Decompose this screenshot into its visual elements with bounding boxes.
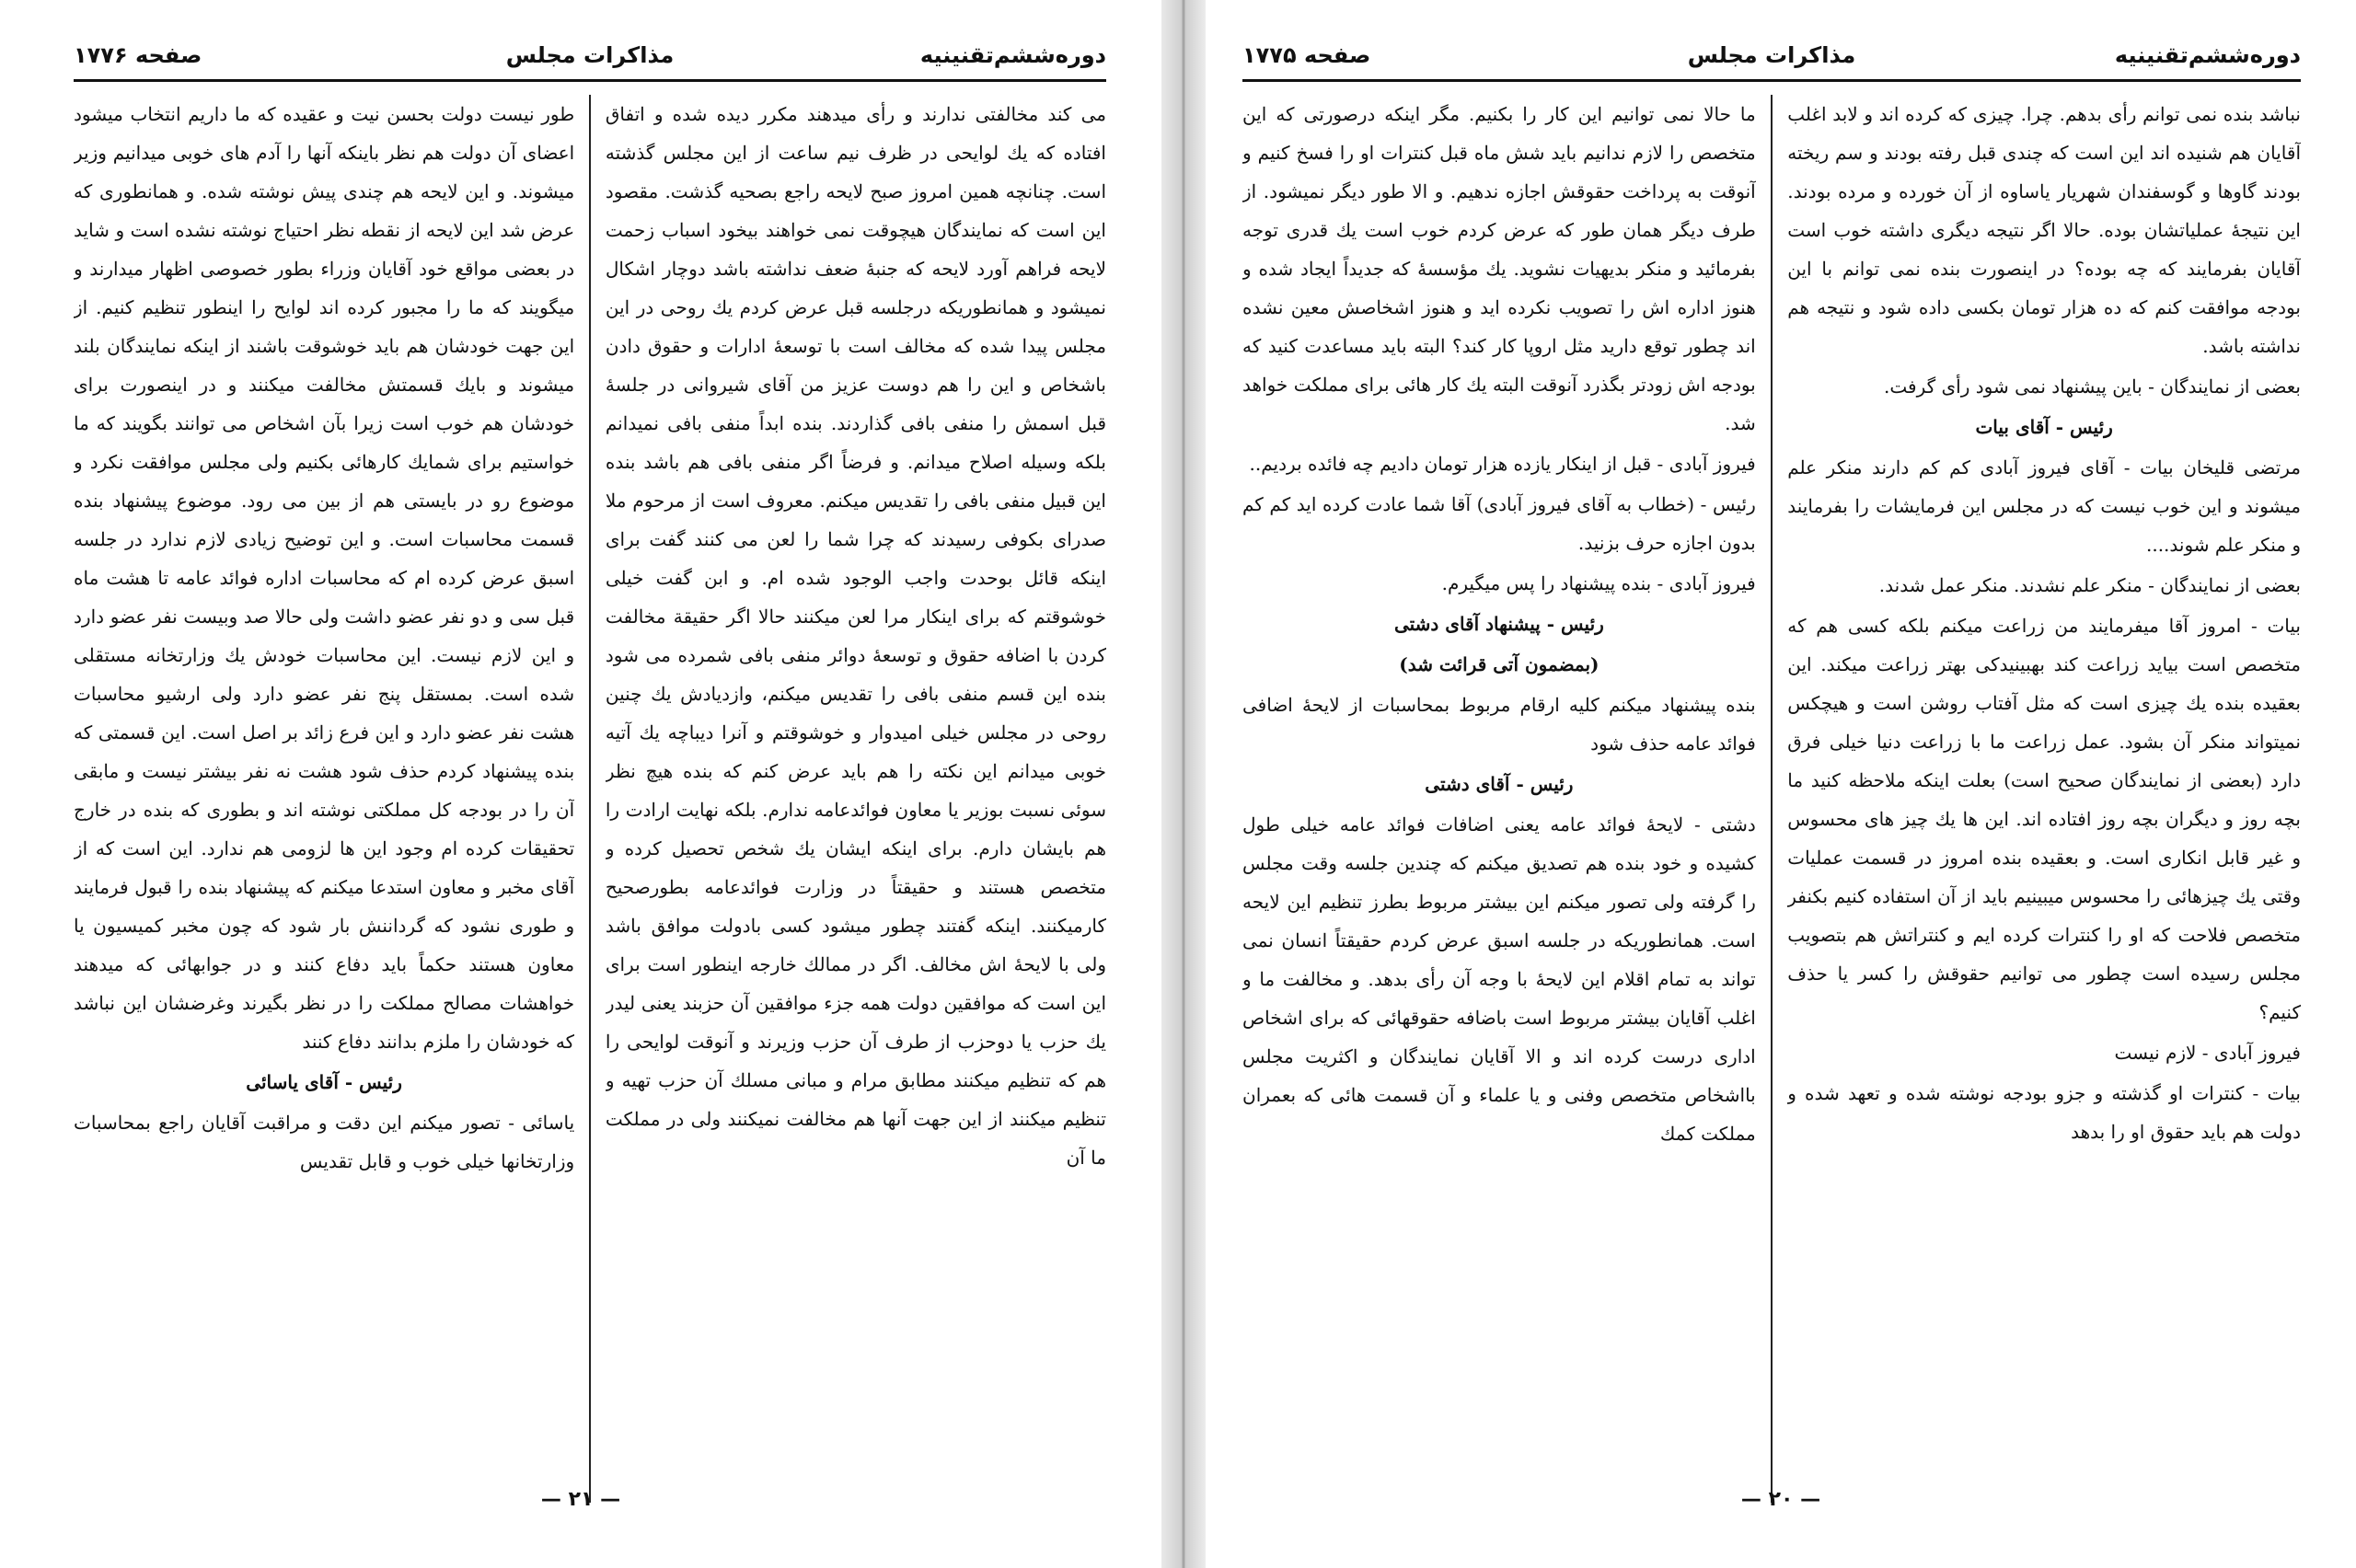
column-left	[74, 95, 574, 1503]
speaker-heading: رئیس - آقای یاسائی	[246, 1071, 402, 1093]
session-label: دوره‌ششم‌تقنینیه	[2114, 42, 2301, 68]
speaker-heading: رئیس - آقای بیات	[1975, 416, 2113, 438]
page-number-label: صفحه ۱۷۷۵	[1242, 42, 1371, 68]
text-columns	[1242, 95, 2301, 1503]
page-header	[1242, 37, 2301, 82]
column-right	[606, 95, 1106, 1503]
paragraph: فیروز آبادی - لازم نیست	[2114, 1042, 2301, 1064]
page-left	[0, 0, 1161, 1568]
speaker-heading: رئیس - پیشنهاد آقای دشتی	[1393, 613, 1604, 635]
text-columns	[74, 95, 1106, 1503]
column-left	[1242, 95, 1756, 1503]
paragraph: فیروز آبادی - قبل از اینکار یازده هزار تومان دادیم چه فائده بردیم..	[1249, 453, 1756, 475]
page-right	[1206, 0, 2356, 1568]
page-header	[74, 37, 1106, 82]
folio-number: — ۲۰ —	[1740, 1488, 1821, 1511]
paragraph: بنده پیشنهاد میکنم کلیه ارقام مربوط بمحاسبات از لایحهٔ اضافی فوائد عامه حذف شود	[1242, 694, 1756, 755]
speaker-heading: (بمضمون آتی قرائت شد)	[1399, 653, 1600, 675]
paragraph: می کند مخالفتی ندارند و رأی میدهند مکرر دیده شده و اتفاق افتاده که یك لوایحی در ظرف نیم ساعت از این مجلس گذشته است. چنانچه همین امروز صبح لایحه راجع بصحیه گذشت. مقصود این است که نمایندگان هیچوقت نمی خواهند بیخود اسباب زحمت لایحه فراهم آورد لایحه که جنبهٔ ضعف نداشته باشد دوچار اشکال نمیشود و همانطوریکه درجلسه قبل عرض کردم یك روحی در این مجلس پیدا شده که مخالف است با توسعهٔ ادارات و حقوق دادن باشخاص و این را هم دوست عزیز من آقای شیروانی در جلسهٔ قبل اسمش را منفی بافی گذاردند. بنده ابداً منفی بافی نمیدانم بلکه وسیله اصلاح میدانم. و فرضاً اگر منفی بافی هم باشد بنده این قبیل منفی بافی را تقدیس میکنم. معروف است از مرحوم ملا صدرای بکوفی رسیدند که چرا شما را لعن می کنند گفت برای اینکه قائل بوحدت واجب الوجود شده ام. و ابن گفت خیلی خوشوقتم که برای اینکار مرا لعن میکنند حالا اگر حقیقة مخالفت کردن با اضافه حقوق و توسعهٔ دوائر منفی بافی شمرده می شود بنده این قسم منفی بافی را تقدیس میکنم، وازدیادش یك چنین روحی در مجلس خیلی امیدوار و خوشوقتم و آنرا دیباچه یك آتیه خوبی میدانم این نکته را هم باید عرض کنم که بنده هیچ نظر سوئی نسبت بوزیر یا معاون فوائدعامه ندارم. بلکه نهایت ارادت را هم بایشان دارم. برای اینکه ایشان یك شخص تحصیل کرده و متخصص هستند و حقیقتاً در وزارت فوائدعامه بطورصحیح کارمیکنند. اینکه گفتند چطور میشود کسی بادولت موافق باشد ولی با لایحهٔ اش مخالف. اگر در ممالك خارجه اینطور است برای این است که موافقین دولت همه جزء موافقین آن حزبند یعنی لیدر یك حزب یا دوحزب از طرف آن حزب وزیرند و آنوقت لوایحی را هم که تنظیم میکنند مطابق مرام و مبانی مسلك آن حزب تهیه و تنظیم میکنند از این جهت آنها هم مخالفت نمیکنند ولی در مملکت ما آن	[605, 103, 1106, 1169]
folio-number: — ۲۱ —	[540, 1488, 621, 1511]
column-divider	[589, 95, 591, 1503]
paragraph: رئیس - (خطاب به آقای فیروز آبادی) آقا شما عادت کرده اید کم کم بدون اجازه حرف بزنید.	[1242, 493, 1756, 554]
session-label: دوره‌ششم‌تقنینیه	[919, 42, 1106, 68]
column-right	[1787, 95, 2301, 1503]
header-title: مذاکرات مجلس	[1687, 42, 1856, 68]
paragraph: دشتی - لایحهٔ فوائد عامه یعنی اضافات فوائد عامه خیلی طول کشیده و خود بنده هم تصدیق میکنم که چندین جلسه وقت مجلس را گرفته ولی تصور میکنم این بیشتر مربوط بطرز تنظیم این لایحه است. همانطوریکه در جلسه اسبق عرض کردم حقیقتاً انسان نمی تواند به تمام اقلام این لایحهٔ با وجه آن رأی بدهد. و مخالفت ما و اغلب آقایان بیشتر مربوط است باضافه حقوقهائی که برای اشخاص اداری درست کرده اند و الا آقایان نمایندگان و اکثریت مجلس بااشخاص متخصص وفنی و یا علماء و آن قسمت هائی که بعمران مملکت کمك	[1242, 813, 1756, 1145]
speaker-heading: رئیس - آقای دشتی	[1425, 773, 1574, 795]
paragraph: ما حالا نمی توانیم این کار را بکنیم. مگر اینکه درصورتی که این متخصص را لازم ندانیم باید شش ماه قبل کنترات او را فسخ کنیم و آنوقت به پرداخت حقوقش اجازه ندهیم. و الا طور دیگر نمیشود. از طرف دیگر همان طور که عرض کردم خوب است یك قدری توجه بفرمائید و منکر بدیهیات نشوید. یك مؤسسهٔ که جدیداً ایجاد شده و هنوز اداره اش را تصویب نکرده اید و هنوز اشخاصش معین نشده اند چطور توقع دارید مثل اروپا کار کند؟ البته باید مساعدت کنید که بودجه اش زودتر بگذرد آنوقت البته یك کار هائی برای مملکت خواهد شد.	[1242, 103, 1756, 434]
paragraph: بعضی از نمایندگان - باین پیشنهاد نمی شود رأی گرفت.	[1884, 375, 2301, 398]
paragraph: بعضی از نمایندگان - منکر علم نشدند. منکر عمل شدند.	[1878, 574, 2301, 596]
paragraph: فیروز آبادی - بنده پیشنهاد را پس میگیرم.	[1441, 572, 1756, 594]
paragraph: مرتضی قلیخان بیات - آقای فیروز آبادی کم کم دارند منکر علم میشوند و این خوب نیست که در مجلس این فرمایشات را بفرمایند و منکر علم شوند....	[1787, 456, 2301, 556]
paragraph: طور نیست دولت بحسن نیت و عقیده که ما داریم انتخاب میشود اعضای آن دولت هم نظر باینکه آنها را آدم های خوبی میدانیم وزیر میشوند. و این لایحه هم چندی پیش نوشته شده. و همانطوری که عرض شد این لایحه از نقطه نظر احتیاج نوشته نشده است و شاید در بعضی مواقع خود آقایان وزراء بطور خصوصی اظهار میدارند و میگویند که ما را مجبور کرده اند لوایح را اینطور تنظیم کنیم. از این جهت خودشان هم باید خوشوقت باشند از اینکه نمایندگان بلند میشوند و بایك قسمتش مخالفت میکنند و در اینصورت برای خودشان هم خوب است زیرا بآن اشخاص می توانند بگویند که ما خواستیم برای شمایك کارهائی بکنیم ولی مجلس موافقت نکرد و موضوع رو در بایستی هم از بین می رود. موضوع پیشنهاد بنده قسمت محاسبات است. و این توضیح زیادی لازم ندارد در جلسه اسبق عرض کرده ام که محاسبات اداره فوائد عامه تا هشت ماه قبل سی و دو نفر عضو داشت ولی حالا صد وبیست نفر عضو دارد و این لازم نیست. این محاسبات خودش یك وزارتخانه مستقلی شده است. بمستقل پنج نفر عضو دارد ولی ارشیو محاسبات هشت نفر عضو دارد و این فرع زائد بر اصل است. این قسمتی که بنده پیشنهاد کردم حذف شود هشت نه نفر بیشتر نیست و مابقی آن را در بودجه کل مملکتی نوشته اند و بطوری که بنده در خارج تحقیقات کرده ام وجود این ها لزومی هم ندارد. این است که از آقای مخبر و معاون استدعا میکنم که پیشنهاد بنده را قبول فرمایند و طوری نشود که گرداننش بار شود که چون مخبر کمیسیون یا معاون هستند حکماً باید دفاع کنند و در جوابهائی که میدهند خواهشات مصالح مملکت را در نظر بگیرند وغرضشان این نباشد که خودشان را ملزم بدانند دفاع کنند	[74, 103, 575, 1053]
paragraph: بیات - امروز آقا میفرمایند من زراعت میکنم بلکه کسی هم که متخصص است بیاید زراعت کند بهبینیدکی بهتر زراعت میکند. این بعقیده بنده یك چیزی است که مثل آفتاب روشن است و هیچکس نمیتواند منکر آن بشود. عمل زراعت ما با زراعت دنیا خیلی فرق دارد (بعضی از نمایندگان صحیح است) بعلت اینکه ملاحظه کنید ما بچه روز و دیگران بچه روز افتاده اند. این ها یك چیز های محسوس و غیر قابل انکاری است. و بعقیده بنده امروز در قسمت عملیات وقتی یك چیزهائی را محسوس میبینیم باید از آن استفاده کنیم بکنفر متخصص فلاحت که او را کنترات کرده ایم و کنتراتش هم بتصویب مجلس رسیده است چطور می توانیم حقوقش را کسر یا حذف کنیم؟	[1787, 615, 2301, 1023]
paragraph: نباشد بنده نمی توانم رأی بدهم. چرا. چیزی که کرده اند و لابد اغلب آقایان هم شنیده اند این است که چندی قبل رفته بودند و سم ریخته بودند گاوها و گوسفندان شهریار یاساوه از آن خورده و مرده بودند. این نتیجهٔ عملیاتشان بوده. حالا اگر نتیجه دیگری داشته خوب است آقایان بفرمایند که چه بوده؟ در اینصورت بنده نمی توانم با این بودجه موافقت کنم که ده هزار تومان بکسی داده شود و نتیجه هم نداشته باشد.	[1787, 103, 2301, 357]
book-gutter	[1161, 0, 1206, 1568]
column-divider	[1771, 95, 1773, 1503]
header-title: مذاکرات مجلس	[505, 42, 675, 68]
page-number-label: صفحه ۱۷۷۶	[74, 42, 202, 68]
paragraph: بیات - کنترات او گذشته و جزو بودجه نوشته شده و تعهد شده و دولت هم باید حقوق او را بدهد	[1787, 1082, 2301, 1143]
paragraph: یاسائی - تصور میکنم این دقت و مراقبت آقایان راجع بمحاسبات وزارتخانها خیلی خوب و قابل تقدیس	[74, 1112, 575, 1172]
